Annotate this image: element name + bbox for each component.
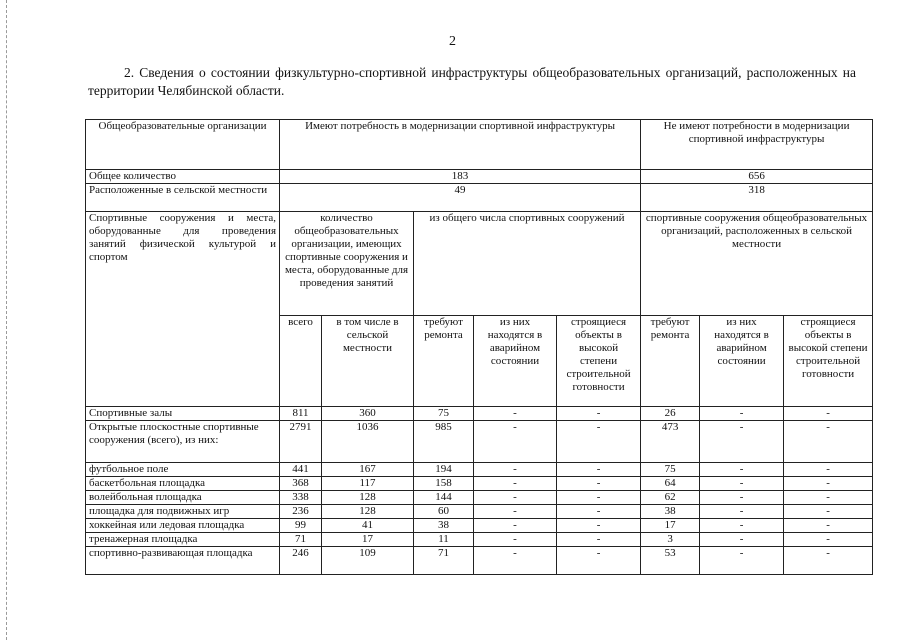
cell-construction-rural: - bbox=[784, 421, 873, 463]
cell-repair-rural: 75 bbox=[641, 463, 700, 477]
facilities-label: Спортивные сооружения и места, оборудованные для проведения занятий физической культурой и спортом bbox=[86, 212, 280, 407]
row-total-label: Общее количество bbox=[86, 170, 280, 184]
cell-emergency-rural: - bbox=[700, 519, 784, 533]
cell-emergency-rural: - bbox=[700, 533, 784, 547]
page-number: 2 bbox=[449, 34, 456, 49]
cell-emergency-rural: - bbox=[700, 547, 784, 575]
row-name: Открытые плоскостные спортивные сооружения (всего), из них: bbox=[86, 421, 280, 463]
cell-total: 811 bbox=[280, 407, 322, 421]
header-rural-facilities: спортивные сооружения общеобразовательных организаций, расположенных в сельской местности bbox=[641, 212, 873, 316]
cell-rural: 360 bbox=[322, 407, 414, 421]
cell-emergency: - bbox=[474, 477, 557, 491]
table-row bbox=[86, 505, 873, 519]
cell-construction: - bbox=[557, 463, 641, 477]
cell-rural: 109 bbox=[322, 547, 414, 575]
cell-total: 71 bbox=[280, 533, 322, 547]
cell-construction-rural: - bbox=[784, 477, 873, 491]
header-incl-rural: в том числе в сельской местности bbox=[322, 316, 414, 407]
cell-construction-rural: - bbox=[784, 547, 873, 575]
header-no-need-modernization: Не имеют потребности в модернизации спортивной инфраструктуры bbox=[641, 120, 873, 170]
header-row-facilities bbox=[86, 212, 873, 316]
table-header bbox=[86, 120, 873, 407]
header-row-orgs bbox=[86, 120, 873, 170]
cell-emergency: - bbox=[474, 491, 557, 505]
header-orgs: Общеобразовательные организации bbox=[86, 120, 280, 170]
cell-total: 2791 bbox=[280, 421, 322, 463]
header-need-modernization: Имеют потребность в модернизации спортивной инфраструктуры bbox=[280, 120, 641, 170]
header-repair: требуют ремонта bbox=[414, 316, 474, 407]
row-name: хоккейная или ледовая площадка bbox=[86, 519, 280, 533]
section-heading: 2. Сведения о состоянии физкультурно-спортивной инфраструктуры общеобразовательных организаций, расположенных на территории Челябинской области. bbox=[88, 65, 856, 98]
header-total: всего bbox=[280, 316, 322, 407]
cell-emergency-rural: - bbox=[700, 421, 784, 463]
cell-repair-rural: 64 bbox=[641, 477, 700, 491]
row-name: тренажерная площадка bbox=[86, 533, 280, 547]
cell-rural: 128 bbox=[322, 491, 414, 505]
row-rural-no-need: 318 bbox=[641, 184, 873, 212]
cell-construction-rural: - bbox=[784, 407, 873, 421]
cell-construction: - bbox=[557, 533, 641, 547]
cell-repair: 75 bbox=[414, 407, 474, 421]
cell-construction: - bbox=[557, 547, 641, 575]
cell-emergency-rural: - bbox=[700, 505, 784, 519]
table-row bbox=[86, 547, 873, 575]
cell-repair-rural: 53 bbox=[641, 547, 700, 575]
cell-repair: 194 bbox=[414, 463, 474, 477]
header-construction-rural: строящиеся объекты в высокой степени строительной готовности bbox=[784, 316, 873, 407]
cell-repair: 11 bbox=[414, 533, 474, 547]
cell-emergency: - bbox=[474, 505, 557, 519]
cell-rural: 41 bbox=[322, 519, 414, 533]
cell-total: 246 bbox=[280, 547, 322, 575]
cell-total: 236 bbox=[280, 505, 322, 519]
infrastructure-table bbox=[85, 119, 873, 575]
header-construction: строящиеся объекты в высокой степени строительной готовности bbox=[557, 316, 641, 407]
cell-rural: 117 bbox=[322, 477, 414, 491]
cell-repair: 144 bbox=[414, 491, 474, 505]
cell-emergency-rural: - bbox=[700, 491, 784, 505]
row-name: площадка для подвижных игр bbox=[86, 505, 280, 519]
cell-construction: - bbox=[557, 519, 641, 533]
table-row bbox=[86, 491, 873, 505]
cell-repair: 60 bbox=[414, 505, 474, 519]
cell-emergency: - bbox=[474, 463, 557, 477]
cell-total: 441 bbox=[280, 463, 322, 477]
header-repair-rural: требуют ремонта bbox=[641, 316, 700, 407]
table-body bbox=[86, 407, 873, 575]
table-row bbox=[86, 477, 873, 491]
cell-construction-rural: - bbox=[784, 505, 873, 519]
header-emergency: из них находятся в аварийном состоянии bbox=[474, 316, 557, 407]
row-name: волейбольная площадка bbox=[86, 491, 280, 505]
cell-rural: 1036 bbox=[322, 421, 414, 463]
cell-emergency-rural: - bbox=[700, 463, 784, 477]
cell-total: 368 bbox=[280, 477, 322, 491]
cell-construction: - bbox=[557, 505, 641, 519]
row-total-no-need: 656 bbox=[641, 170, 873, 184]
row-rural-label: Расположенные в сельской местности bbox=[86, 184, 280, 212]
cell-emergency: - bbox=[474, 421, 557, 463]
row-name: спортивно-развивающая площадка bbox=[86, 547, 280, 575]
cell-total: 338 bbox=[280, 491, 322, 505]
cell-repair: 158 bbox=[414, 477, 474, 491]
header-count-organizations: количество общеобразовательных организации, имеющих спортивные сооружения и места, оборудованные для проведения занятий bbox=[280, 212, 414, 316]
cell-repair: 71 bbox=[414, 547, 474, 575]
cell-emergency-rural: - bbox=[700, 477, 784, 491]
table-row bbox=[86, 421, 873, 463]
row-name: Спортивные залы bbox=[86, 407, 280, 421]
table-row bbox=[86, 533, 873, 547]
header-emergency-rural: из них находятся в аварийном состоянии bbox=[700, 316, 784, 407]
cell-repair-rural: 62 bbox=[641, 491, 700, 505]
row-rural-need: 49 bbox=[280, 184, 641, 212]
row-total-need: 183 bbox=[280, 170, 641, 184]
cell-rural: 128 bbox=[322, 505, 414, 519]
page-edge-line bbox=[6, 0, 8, 640]
cell-rural: 17 bbox=[322, 533, 414, 547]
row-name: футбольное поле bbox=[86, 463, 280, 477]
cell-construction: - bbox=[557, 421, 641, 463]
cell-emergency: - bbox=[474, 533, 557, 547]
cell-emergency: - bbox=[474, 519, 557, 533]
cell-repair-rural: 3 bbox=[641, 533, 700, 547]
row-total bbox=[86, 170, 873, 184]
cell-construction: - bbox=[557, 491, 641, 505]
cell-repair-rural: 473 bbox=[641, 421, 700, 463]
cell-construction-rural: - bbox=[784, 533, 873, 547]
cell-construction-rural: - bbox=[784, 463, 873, 477]
cell-total: 99 bbox=[280, 519, 322, 533]
cell-construction: - bbox=[557, 407, 641, 421]
table-row bbox=[86, 407, 873, 421]
header-of-total-facilities: из общего числа спортивных сооружений bbox=[414, 212, 641, 316]
cell-emergency: - bbox=[474, 407, 557, 421]
cell-repair: 38 bbox=[414, 519, 474, 533]
cell-repair-rural: 26 bbox=[641, 407, 700, 421]
cell-emergency: - bbox=[474, 547, 557, 575]
row-name: баскетбольная площадка bbox=[86, 477, 280, 491]
cell-construction: - bbox=[557, 477, 641, 491]
cell-rural: 167 bbox=[322, 463, 414, 477]
cell-repair-rural: 17 bbox=[641, 519, 700, 533]
cell-construction-rural: - bbox=[784, 491, 873, 505]
cell-repair-rural: 38 bbox=[641, 505, 700, 519]
table-row bbox=[86, 463, 873, 477]
cell-construction-rural: - bbox=[784, 519, 873, 533]
cell-repair: 985 bbox=[414, 421, 474, 463]
cell-emergency-rural: - bbox=[700, 407, 784, 421]
row-rural bbox=[86, 184, 873, 212]
table-row bbox=[86, 519, 873, 533]
